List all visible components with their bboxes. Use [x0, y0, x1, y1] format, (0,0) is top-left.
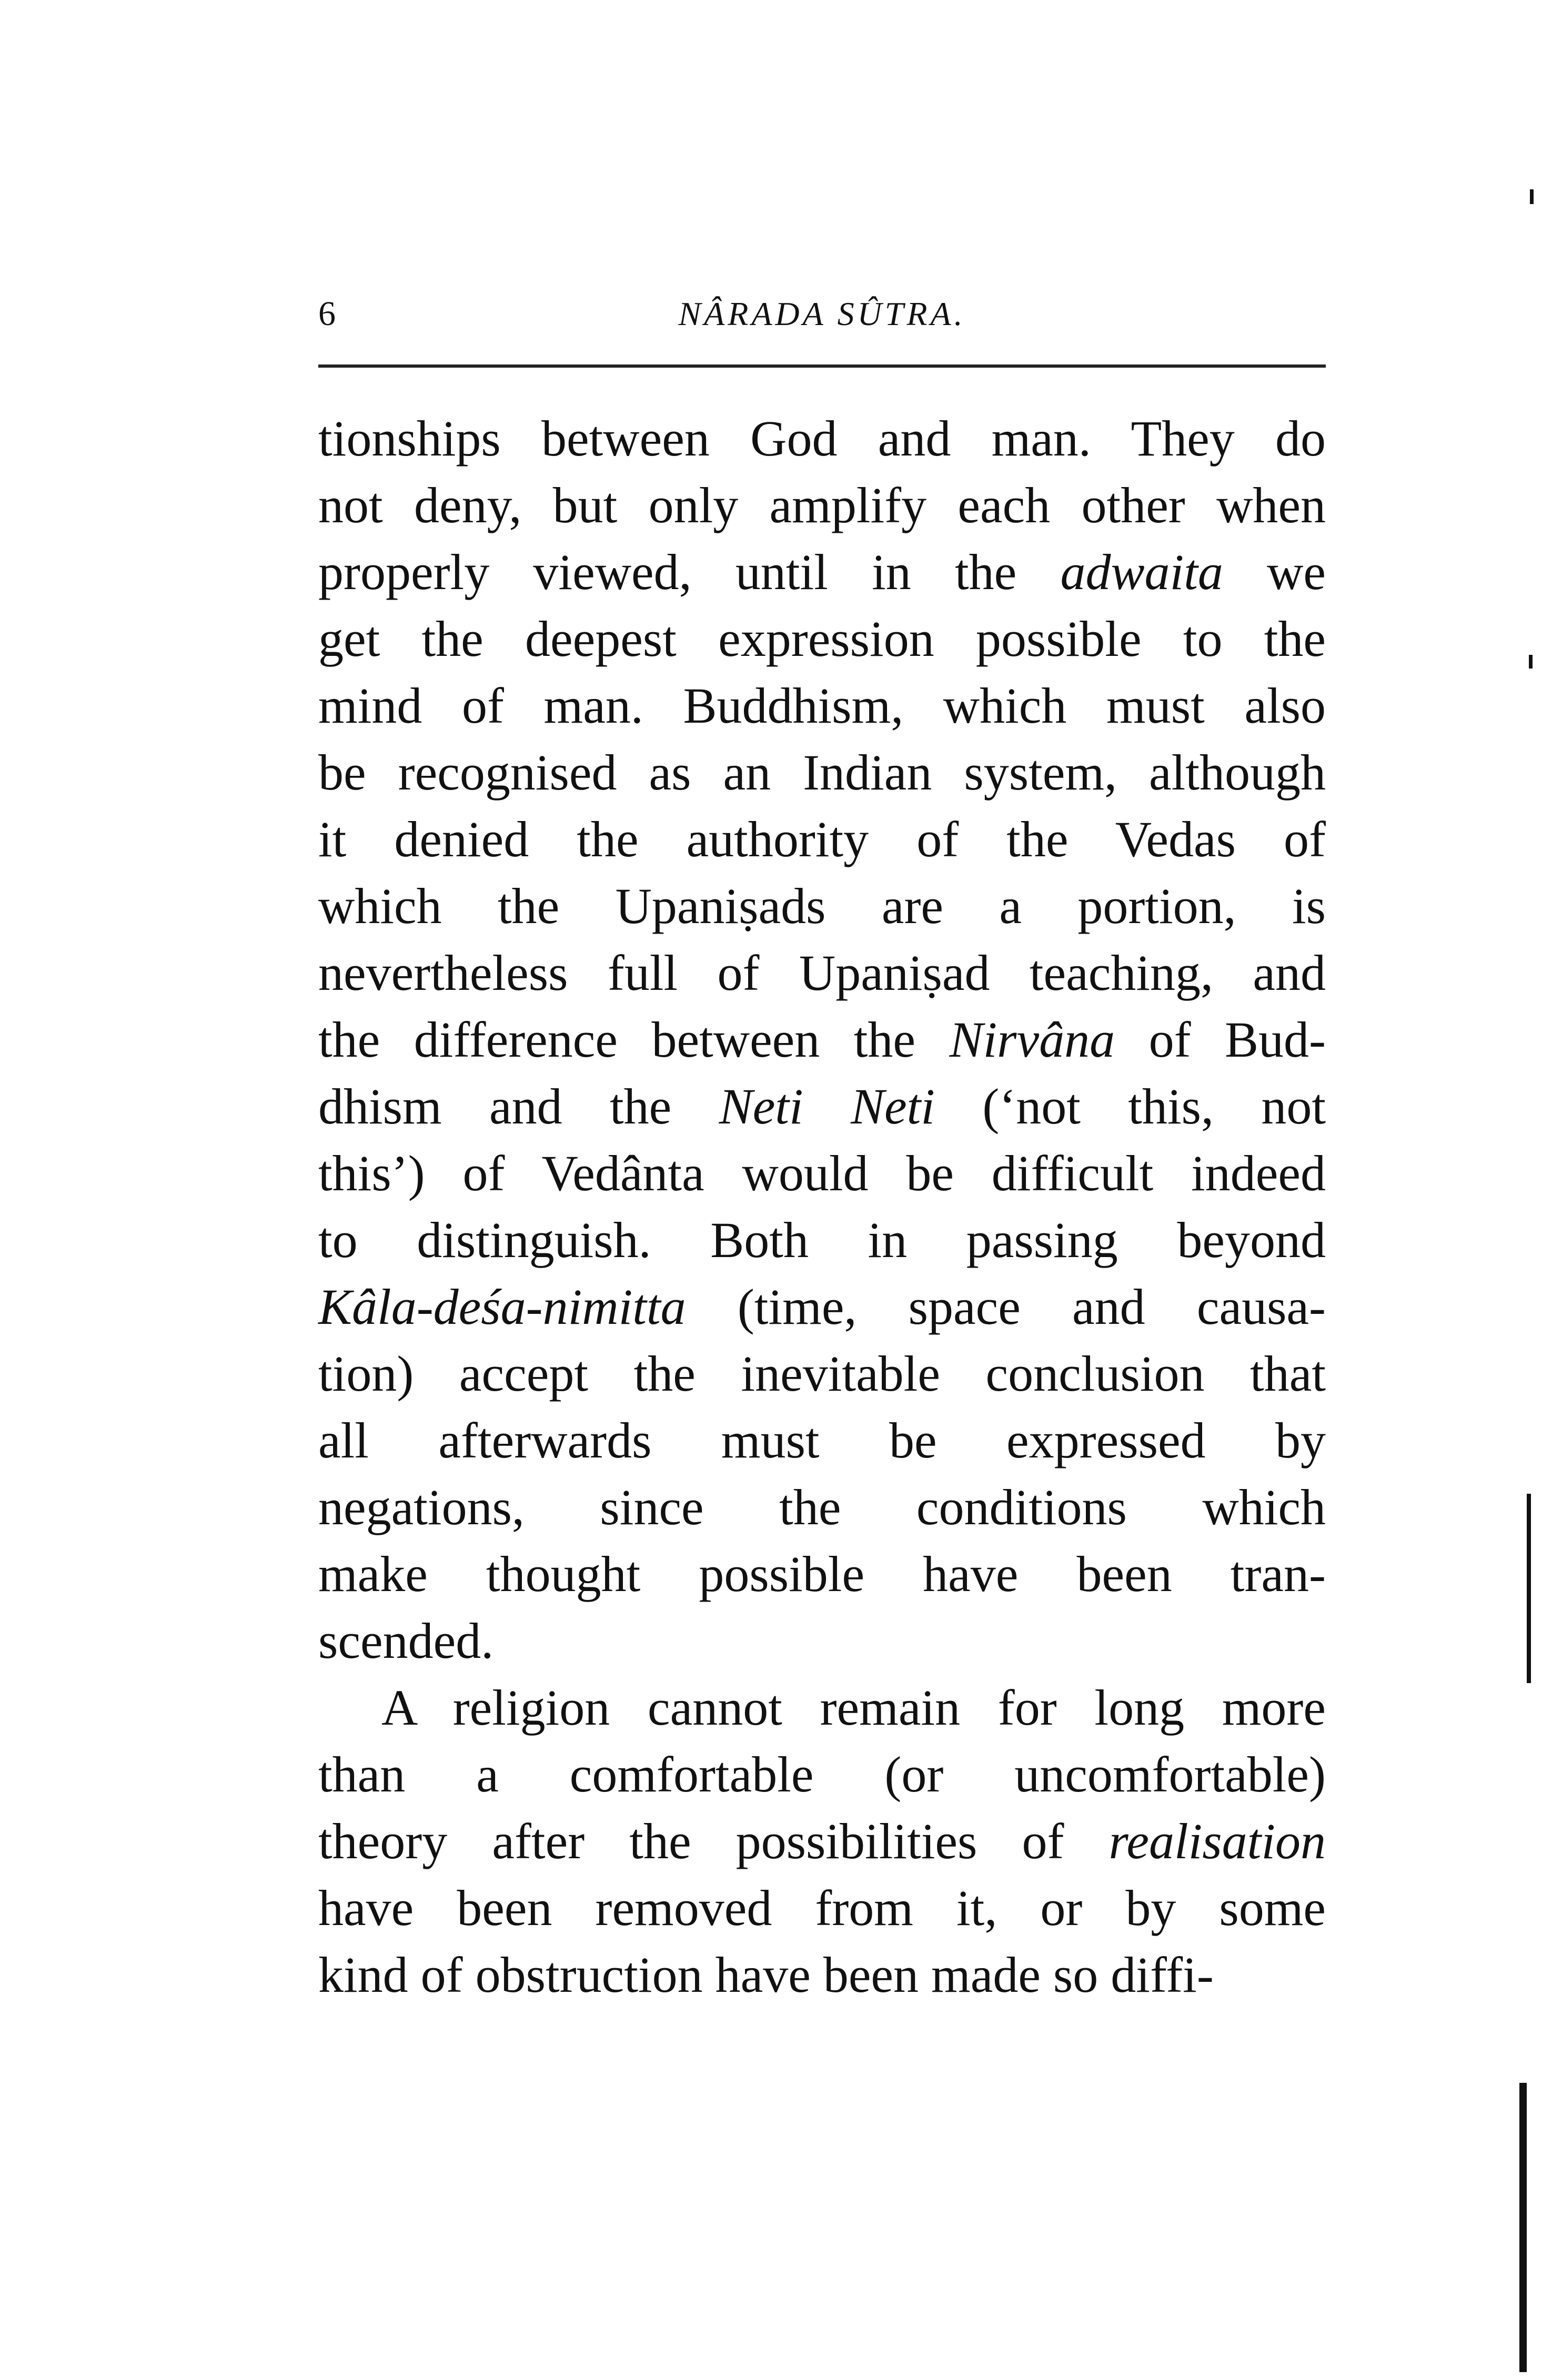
text-line: [318, 1474, 1326, 1541]
text-run: A religion cannot remain for long more: [381, 1679, 1326, 1736]
scan-edge-mark: [1529, 655, 1533, 669]
text-line: [318, 672, 1326, 739]
paragraph: [318, 1674, 1326, 2008]
text-run: of Bud-: [1115, 1011, 1326, 1068]
text-run: to distinguish. Both in passing beyond: [318, 1212, 1326, 1268]
body-text: [318, 405, 1326, 2008]
text-line: [318, 1741, 1326, 1808]
text-run: make thought possible have been tran-: [318, 1546, 1326, 1602]
text-run: (time, space and causa-: [686, 1279, 1326, 1335]
text-run: nevertheless full of Upaniṣad teaching, and: [318, 945, 1326, 1001]
text-line: [318, 1006, 1326, 1073]
text-line: [318, 1808, 1326, 1875]
text-run: it denied the authority of the Vedas of: [318, 811, 1326, 867]
text-line: [318, 1607, 1326, 1674]
header-rule: [318, 364, 1326, 368]
text-run: get the deepest expression possible to the: [318, 611, 1326, 667]
text-line: [318, 539, 1326, 605]
text-run: properly viewed, until in the: [318, 544, 1061, 600]
text-line: [318, 873, 1326, 939]
text-run: mind of man. Buddhism, which must also: [318, 677, 1326, 734]
text-run: not deny, but only amplify each other when: [318, 477, 1326, 533]
italic-term: Nirvâna: [949, 1011, 1115, 1068]
italic-term: adwaita: [1060, 544, 1223, 600]
text-line: [318, 739, 1326, 806]
paragraph: [318, 405, 1326, 1674]
text-line: [318, 605, 1326, 672]
scan-edge-mark: [1519, 2083, 1527, 2372]
text-run: this’) of Vedânta would be difficult indeed: [318, 1145, 1326, 1201]
text-line: [318, 1407, 1326, 1474]
text-line: [318, 1073, 1326, 1140]
text-line: [318, 405, 1326, 472]
text-line: [318, 1340, 1326, 1407]
text-line: [318, 806, 1326, 873]
text-line: [318, 1273, 1326, 1340]
text-run: the difference between the: [318, 1011, 950, 1068]
text-line: [318, 1207, 1326, 1273]
page-number: 6: [318, 295, 336, 333]
text-run: negations, since the conditions which: [318, 1479, 1326, 1535]
text-line: [318, 1140, 1326, 1207]
text-line: [318, 1941, 1326, 2008]
text-run: have been removed from it, or by some: [318, 1880, 1326, 1936]
text-run: be recognised as an Indian system, although: [318, 744, 1326, 801]
text-line: [318, 939, 1326, 1006]
running-head: [318, 284, 1326, 342]
text-run: than a comfortable (or uncomfortable): [318, 1746, 1326, 1802]
text-run: which the Upaniṣads are a portion, is: [318, 878, 1326, 934]
text-run: (‘not this, not: [934, 1078, 1326, 1135]
text-run: tion) accept the inevitable conclusion that: [318, 1345, 1326, 1402]
text-run: all afterwards must be expressed by: [318, 1412, 1326, 1468]
text-line: [318, 472, 1326, 539]
italic-term: realisation: [1108, 1813, 1326, 1869]
text-line: [318, 1674, 1326, 1741]
text-run: theory after the possibilities of: [318, 1813, 1109, 1869]
text-line: [318, 1541, 1326, 1607]
text-run: kind of obstruction have been made so diffi-: [318, 1947, 1214, 2003]
text-run: dhism and the: [318, 1078, 719, 1135]
italic-term: Neti Neti: [719, 1078, 935, 1135]
italic-term: Kâla-deśa-nimitta: [318, 1279, 686, 1335]
scan-edge-mark: [1530, 189, 1534, 204]
running-title: NÂRADA SÛTRA.: [678, 295, 966, 332]
scan-edge-mark: [1527, 1494, 1531, 1683]
text-run: we: [1223, 544, 1326, 600]
text-run: scended.: [318, 1613, 494, 1669]
text-line: [318, 1875, 1326, 1941]
text-run: tionships between God and man. They do: [318, 410, 1326, 467]
